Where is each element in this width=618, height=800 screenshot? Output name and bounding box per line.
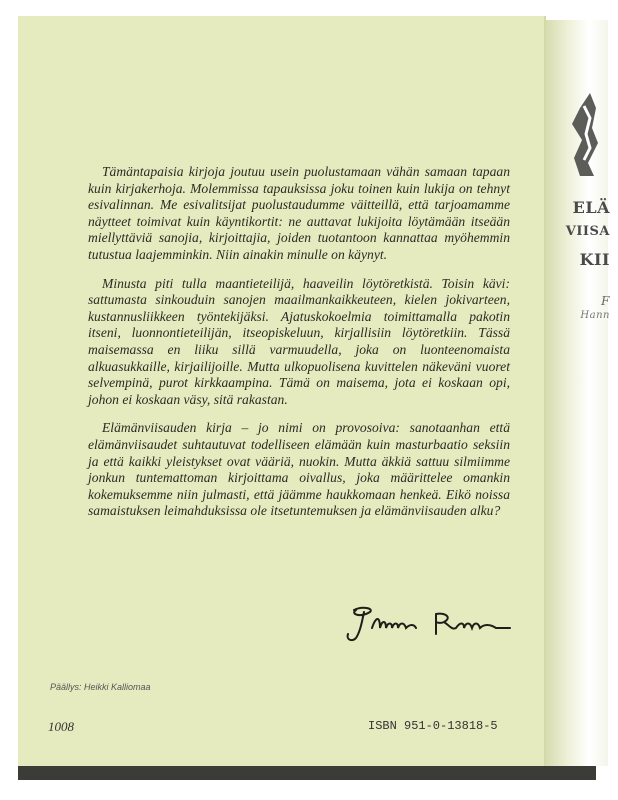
blurb-paragraph: Tämäntapaisia kirjoja joutuu usein puolustamaan vähän samaan tapaan kuin kirjakerhoja. Molemmissa tapauksissa joku toinen kuin lukija on tehnyt esivalinnan. Me esivalitsijat puolustaudumme väitteillä, että tarjoamamme näytteet toimivat kuin käyntikortit: ne auttavat lukijoita löytämään itseään miellyttäviä sanojia, kirjoittajia, joiden tuotantoon kannattaa myöhemmin tutustua laajemminkin. Niin ainakin minulle on käynyt.: [88, 164, 510, 262]
spine-title-line-1: ELÄ: [572, 198, 610, 217]
book-bottom-edge: [18, 766, 596, 780]
spine-title-line-3: KII: [579, 250, 610, 269]
back-cover-blurb: [88, 164, 510, 532]
editor-signature: [340, 604, 520, 644]
blurb-paragraph: Minusta piti tulla maantieteilijä, haaveilin löytöretkistä. Toisin kävi: sattumasta sinkouduin sanojen maailmankaikkeuteen, kielen jokivarteen, kustannusliikkeen työntekijäksi. Ajatuskokoelmia toimittamalla pakotin itseni, luonnontieteilijän, itseopiskeluun, kirjallisiin löytöretkiin. Tässä maisemassa en liiku sillä varmuudella, joka on luonteenomaista alkuasukkaille, kirjailijoille. Mutta ulkopuolisena kuvittelen näkeväni vuoret selvempinä, purot kirkkaampina. Tämä on maisema, jota ei koskaan opi, johon ei koskaan väsy, sitä rakastan.: [88, 275, 510, 407]
isbn-number: ISBN 951-0-13818-5: [368, 719, 498, 733]
spine-editor-line-1: F: [601, 294, 610, 308]
spine-title-line-2: VIISA: [565, 224, 610, 239]
publisher-code: 1008: [48, 719, 74, 734]
blurb-paragraph: Elämänviisauden kirja – jo nimi on provosoiva: sanotaanhan että elämänviisaudet suhtautuvat todelliseen elämään kuin masturbaatio seksiin ja että kaikki yleistykset ovat vääriä, nuokin. Mutta äkkiä sattuu silmiimme jonkun tuntemattoman kirjoittama oivallus, joka määrittelee omankin kokemuksemme niin julmasti, että jäämme haukkomaan henkeä. Eikö noissa samaistuksen leimahduksissa ole itsetuntemuksen ja elämänviisauden alku?: [88, 420, 510, 519]
spine-illustration: [560, 88, 600, 178]
cover-design-credit: Päällys: Heikki Kalliomaa: [50, 682, 151, 692]
book-spine: [546, 20, 608, 766]
spine-editor-line-2: Hann: [580, 310, 610, 321]
